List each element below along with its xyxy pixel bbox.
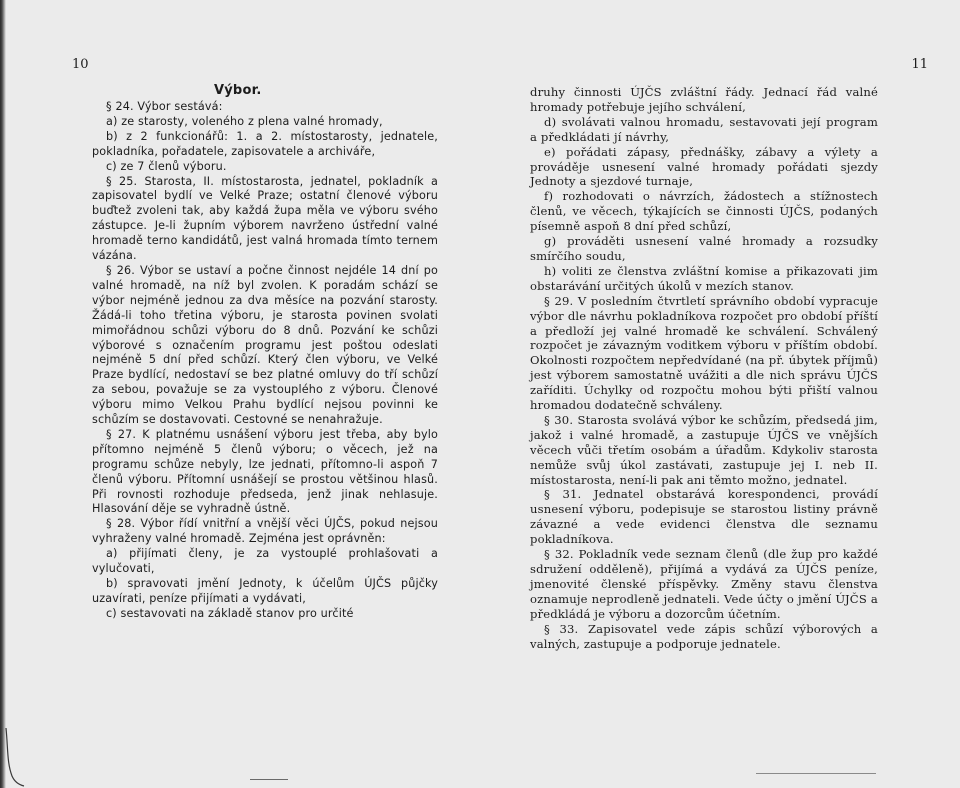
left-page-body xyxy=(92,100,438,622)
list-item-g: g) prováděti usnesení valné hromady a rozsudky smírčího soudu, xyxy=(530,234,878,263)
paragraph-27: § 27. K platnému usnášení výboru jest třeba, aby bylo přítomno nejméně 5 členů výboru; o věcech, jež na programu schůze nebyly, lze jednati, přítomno-li aspoň 7 členů výboru. Přítomní usnášejí se prostou většinou hlasů. Při rovnosti rozhoduje předseda, jenž jinak nehlasuje. Hlasování děje se vyhradně ústně. xyxy=(92,427,438,516)
paragraph-continued: druhy činnosti ÚJČS zvláštní řády. Jednací řád valné hromady potřebuje jejího schválení, xyxy=(530,85,878,114)
paragraph-26: § 26. Výbor se ustaví a počne činnost nejdéle 14 dní po valné hromadě, na níž byl zvolen. K poradám schází se výbor nejméně jednou za dva měsíce na pozvání starosty. Žádá-li toho třetina výboru, je starosta povinen svolati mimořádnou schůzi výboru do 8 dnů. Pozvání ke schůzi výborové s označením programu jest poštou odeslati nejméně 5 dní před schůzí. Který člen výboru, ve Velké Praze bydlící, nedostaví se bez platné omluvy do tří schůzí za sebou, považuje se za vystouplého z výboru. Členové výboru mimo Velkou Prahu bydlící nejsou povinni ke schůzím se dostavovati. Cestovné se nenahražuje. xyxy=(92,263,438,427)
paragraph-31: § 31. Jednatel obstarává korespondenci, provádí usnesení výboru, podepisuje se starostou listiny právně závazné a vede evidenci členstva dle seznamu pokladníkova. xyxy=(530,487,878,547)
paragraph-32: § 32. Pokladník vede seznam členů (dle žup pro každé sdružení odděleně), přijímá a vydává za ÚJČS peníze, jmenovité členské příspěvky. Změny stavu členstva oznamuje neprodleně jednateli. Vede účty o jmění ÚJČS a předkládá je výboru a dozorcům účetním. xyxy=(530,547,878,621)
list-item-c-28: c) sestavovati na základě stanov pro určité xyxy=(106,606,354,620)
list-item-b-28: b) spravovati jmění Jednoty, k účelům ÚJČS půjčky uzavírati, peníze přijímati a vydávati, xyxy=(92,577,438,605)
list-item-d: d) svolávati valnou hromadu, sestavovati její program a předkládati jí návrhy, xyxy=(530,114,878,144)
book-spine-shadow xyxy=(0,0,6,788)
list-item-a: a) ze starosty, voleného z plena valné hromady, xyxy=(106,114,383,128)
paragraph-33: § 33. Zapisovatel vede zápis schůzí výborových a valných, zastupuje a podporuje jednatele. xyxy=(530,621,878,651)
page-number-left: 10 xyxy=(72,57,89,72)
right-page-body xyxy=(530,85,878,651)
paragraph-30: § 30. Starosta svolává výbor ke schůzím, předsedá jim, jakož i valné hromadě, a zastupuje ÚJČS ve vnějších věcech vůči třetím osobám a úřadům. Kdykoliv starosta nemůže svůj úkol zastávati, zastupuje jej I. neb II. místostarosta, není-li pak ani těmto možno, jednatel. xyxy=(530,412,878,487)
list-item-b: b) z 2 funkcionářů: 1. a 2. místostarosty, jednatele, pokladníka, pořadatele, zapisovatele a archiváře, xyxy=(92,129,438,158)
right-page xyxy=(500,0,948,788)
paragraph-25: § 25. Starosta, II. místostarosta, jednatel, pokladník a zapisovatel bydlí ve Velké Praze; ostatní členové výboru buďtež zvoleni tak, aby každá župa měla ve výboru svého zástupce. Je-li župním výborem navrženo ústřední valné hromadě terno kandidátů, jest valná hromada tímto ternem vázána. xyxy=(92,174,438,263)
scan-artifact-mark xyxy=(4,728,26,788)
list-item-f: f) rozhodovati o návrzích, žádostech a stížnostech členů, ve věcech, týkajících se činnosti ÚJČS, podaných písemně aspoň 8 dní před schůzí, xyxy=(530,189,878,234)
list-item-h: h) voliti ze členstva zvláštní komise a přikazovati jim obstarávání určitých úkolů v mezích stanov. xyxy=(530,263,878,293)
list-item-c: c) ze 7 členů výboru. xyxy=(106,159,227,173)
list-item-e: e) pořádati zápasy, přednášky, zábavy a výlety a prováděje usnesení valné hromady pořádati sjezdy Jednoty a sjezdové turnaje, xyxy=(530,144,878,189)
paragraph-24: § 24. Výbor sestává: xyxy=(106,100,223,113)
paragraph-29: § 29. V posledním čtvrtletí správního období vypracuje výbor dle návrhu pokladníkova rozpočet pro období příští a předloží jej valné hromadě ke schválení. Schválený rozpočet je závazným voditkem výboru v příštím období. Okolnosti rozpočtem nepředvídané (na př. úbytek příjmů) jest výborem samostatně uvážiti a dle nich správu ÚJČS zaříditi. Úchylky od rozpočtu mohou býti přiští valnou hromadou dodatečně schváleny. xyxy=(530,293,878,413)
page-number-right: 11 xyxy=(911,57,928,72)
paragraph-28: § 28. Výbor řídí vnitřní a vnější věci ÚJČS, pokud nejsou vyhraženy valné hromadě. Zejména jest oprávněn: xyxy=(92,517,438,546)
section-title: Výbor. xyxy=(214,83,262,98)
list-item-a-28: a) přijímati členy, je za vystouplé prohlašovati a vylučovati, xyxy=(92,547,438,576)
left-page xyxy=(14,0,456,788)
scan-artifact-line xyxy=(250,779,288,780)
scan-artifact-line xyxy=(756,773,876,774)
